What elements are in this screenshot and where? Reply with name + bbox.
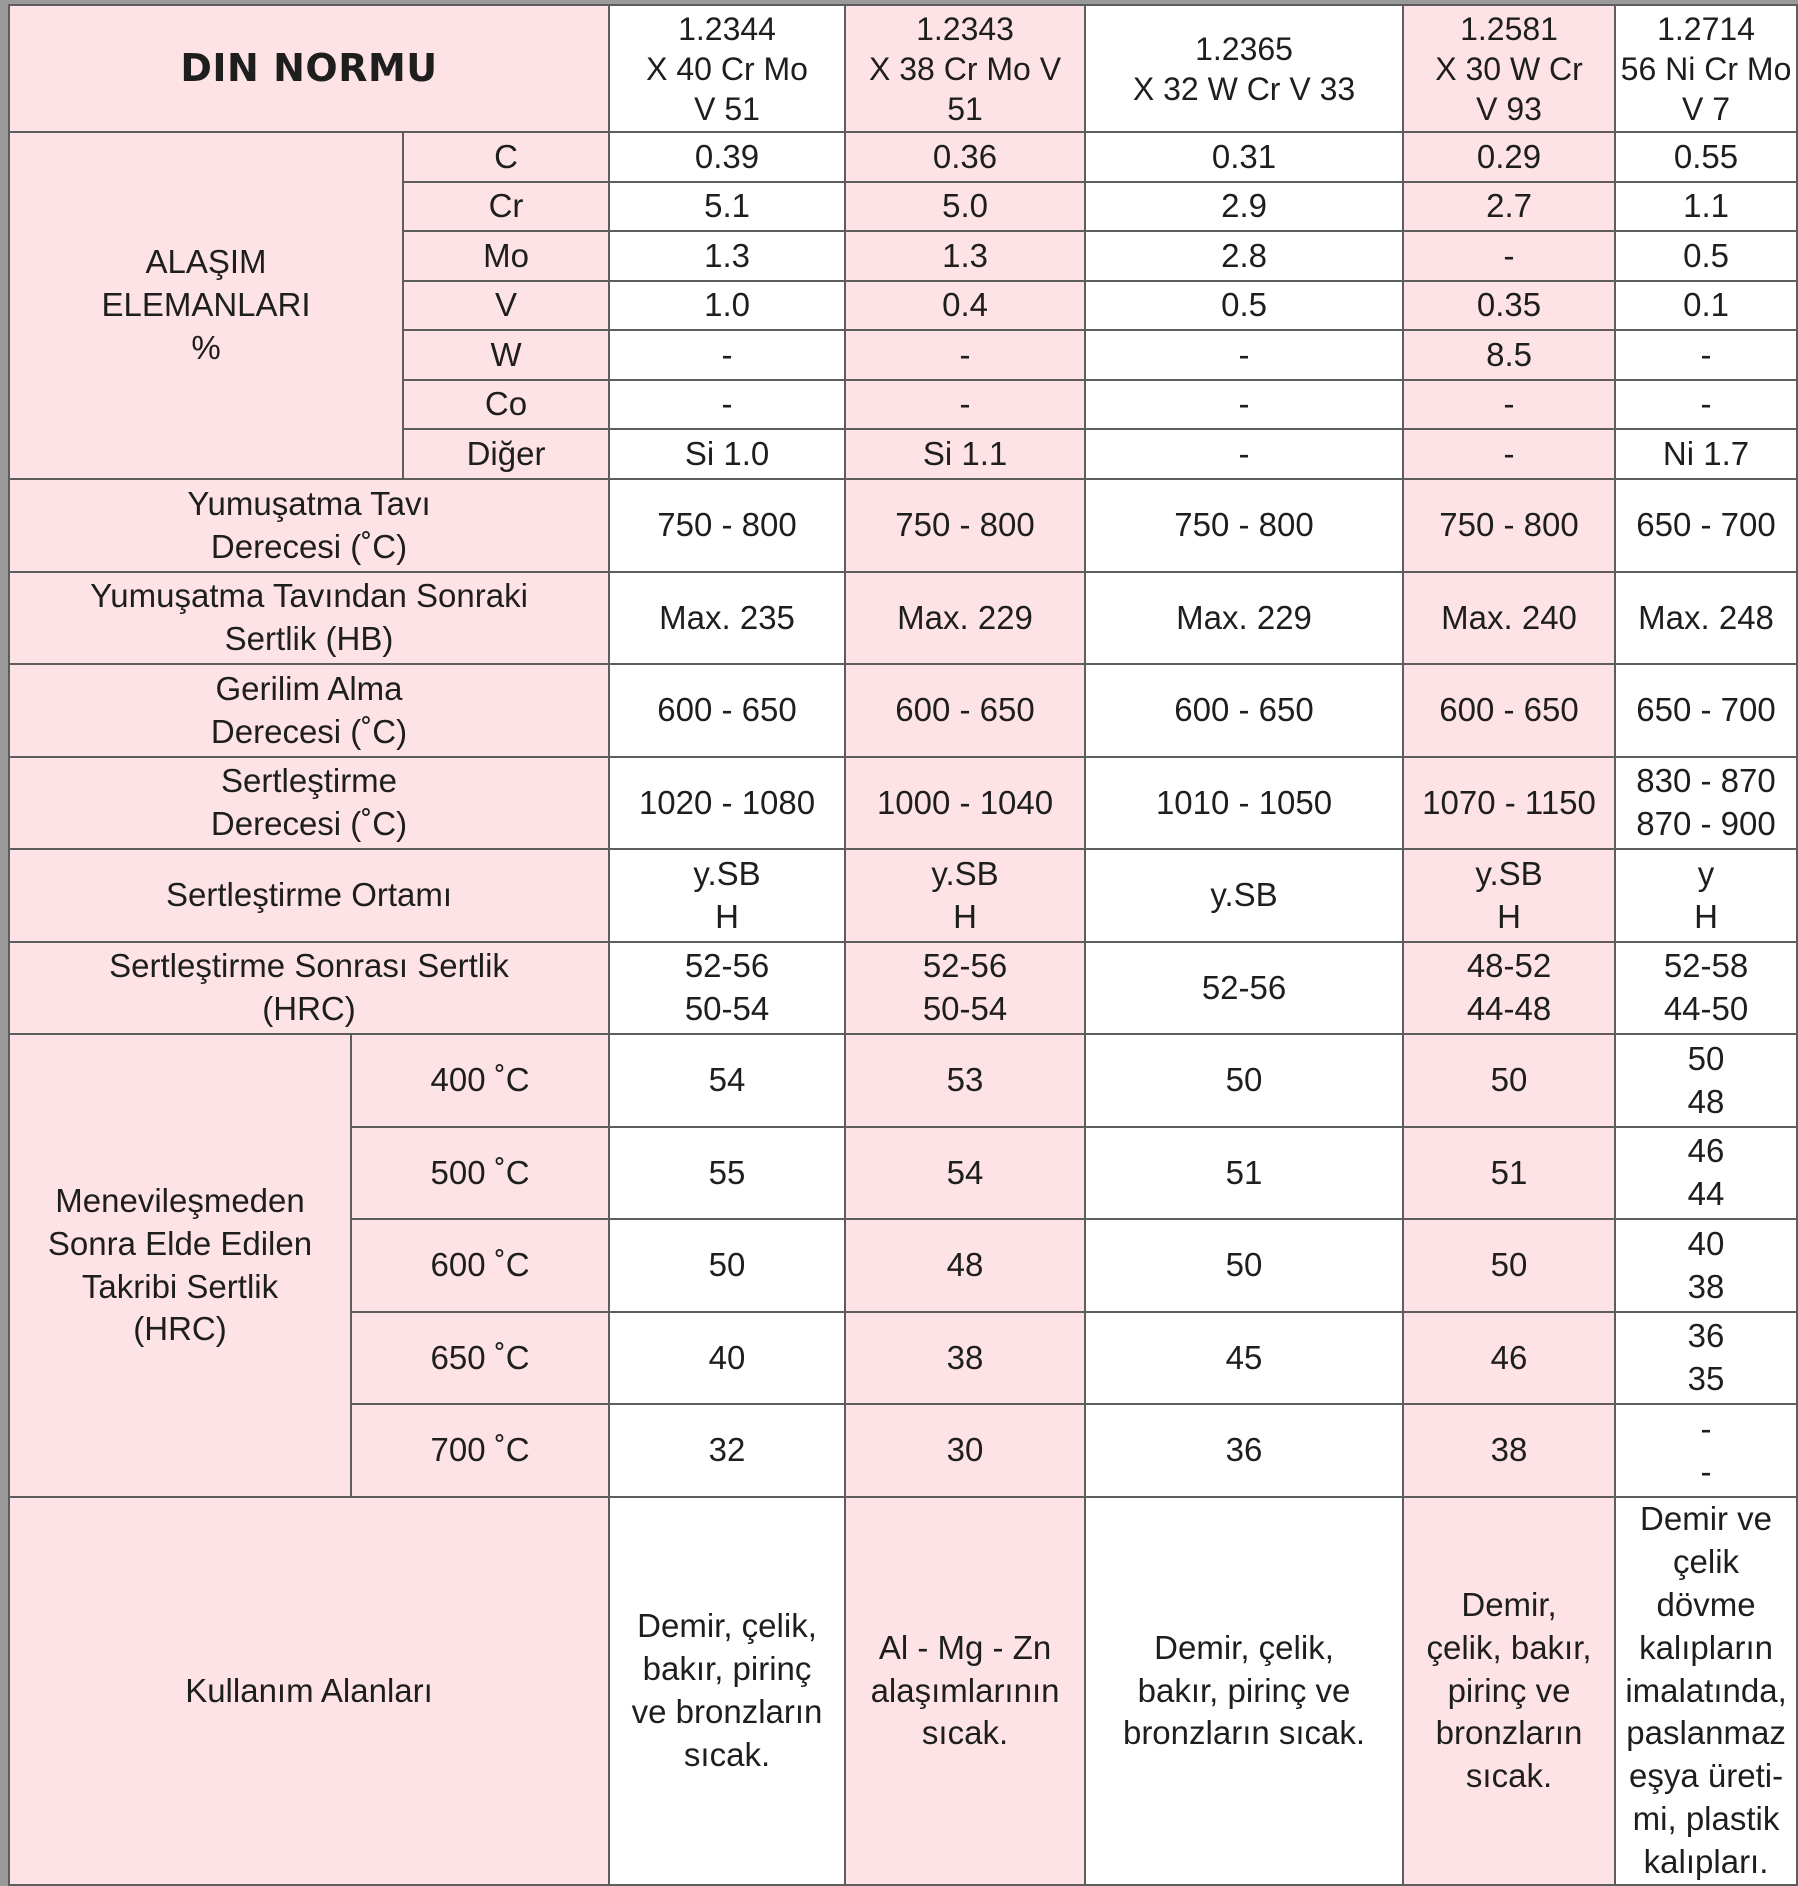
temper-temp-label: 600 ˚C [351,1219,609,1312]
temper-value: 40 38 [1615,1219,1797,1312]
temper-temp-label: 400 ˚C [351,1034,609,1127]
prop-label: Gerilim Alma Derecesi (˚C) [9,664,609,757]
alloy-value: 0.55 [1615,132,1797,182]
alloy-value: Ni 1.7 [1615,429,1797,479]
usage-value: Demir, çelik, bakır, pirinç ve bronzların sıcak. [609,1497,845,1885]
element-label: Mo [403,231,609,281]
temper-group-label: Menevileşmeden Sonra Elde Edilen Takribi Sertlik (HRC) [9,1034,351,1497]
prop-value: 750 - 800 [845,479,1085,572]
alloy-value: - [1085,330,1403,380]
element-label: Cr [403,182,609,231]
prop-value: 52-58 44-50 [1615,942,1797,1034]
steel-properties-table [8,4,1798,1886]
prop-value: 600 - 650 [1085,664,1403,757]
alloy-value: 1.3 [609,231,845,281]
prop-value: 52-56 [1085,942,1403,1034]
temper-value: 50 [1085,1034,1403,1127]
alloy-value: 0.29 [1403,132,1615,182]
temper-value: 54 [845,1127,1085,1219]
temper-value: 50 [1403,1034,1615,1127]
prop-label: Sertleştirme Ortamı [9,849,609,942]
alloy-value: 0.35 [1403,281,1615,330]
prop-value: Max. 248 [1615,572,1797,664]
header-row [9,5,1797,132]
steel-header-2: 1.2343 X 38 Cr Mo V 51 [845,5,1085,132]
prop-value: 830 - 870 870 - 900 [1615,757,1797,849]
alloy-group-label: ALAŞIM ELEMANLARI % [9,132,403,479]
temper-value: 38 [845,1312,1085,1404]
alloy-value: - [1615,330,1797,380]
temper-value: 55 [609,1127,845,1219]
temper-value: 32 [609,1404,845,1497]
prop-label: Sertleştirme Sonrası Sertlik (HRC) [9,942,609,1034]
alloy-value: - [1085,380,1403,429]
prop-row-annealed-hardness [9,572,1797,664]
alloy-value: 0.4 [845,281,1085,330]
steel-header-4: 1.2581 X 30 W Cr V 93 [1403,5,1615,132]
prop-value: 1010 - 1050 [1085,757,1403,849]
alloy-value: - [845,330,1085,380]
alloy-value: 2.7 [1403,182,1615,231]
alloy-value: 0.5 [1085,281,1403,330]
alloy-value: 0.31 [1085,132,1403,182]
alloy-value: 0.5 [1615,231,1797,281]
prop-value: y.SB H [609,849,845,942]
prop-label: Sertleştirme Derecesi (˚C) [9,757,609,849]
temper-value: 51 [1403,1127,1615,1219]
temper-value: 50 48 [1615,1034,1797,1127]
alloy-row-c [9,132,1797,182]
alloy-value: 1.3 [845,231,1085,281]
alloy-value: - [1403,231,1615,281]
alloy-value: 0.39 [609,132,845,182]
prop-value: 750 - 800 [609,479,845,572]
temper-value: 53 [845,1034,1085,1127]
steel-header-5: 1.2714 56 Ni Cr Mo V 7 [1615,5,1797,132]
temper-value: 51 [1085,1127,1403,1219]
alloy-value: 0.36 [845,132,1085,182]
steel-header-1: 1.2344 X 40 Cr Mo V 51 [609,5,845,132]
prop-value: y H [1615,849,1797,942]
temper-value: 50 [609,1219,845,1312]
temper-value: 45 [1085,1312,1403,1404]
steel-header-3: 1.2365 X 32 W Cr V 33 [1085,5,1403,132]
prop-value: Max. 229 [845,572,1085,664]
prop-value: Max. 235 [609,572,845,664]
temper-value: 50 [1403,1219,1615,1312]
temper-value: 50 [1085,1219,1403,1312]
alloy-value: - [609,330,845,380]
alloy-value: - [1615,380,1797,429]
steel-spec-sheet [8,4,1796,1881]
alloy-value: 1.1 [1615,182,1797,231]
element-label: Co [403,380,609,429]
element-label: W [403,330,609,380]
temper-value: 40 [609,1312,845,1404]
alloy-value: Si 1.1 [845,429,1085,479]
prop-value: 1070 - 1150 [1403,757,1615,849]
prop-value: 650 - 700 [1615,664,1797,757]
temper-value: 38 [1403,1404,1615,1497]
alloy-value: Si 1.0 [609,429,845,479]
temper-value: 48 [845,1219,1085,1312]
prop-value: y.SB H [845,849,1085,942]
prop-value: 600 - 650 [609,664,845,757]
prop-value: 1000 - 1040 [845,757,1085,849]
prop-value: y.SB H [1403,849,1615,942]
temper-temp-label: 700 ˚C [351,1404,609,1497]
alloy-value: 5.0 [845,182,1085,231]
prop-value: 750 - 800 [1403,479,1615,572]
alloy-value: 5.1 [609,182,845,231]
prop-value: 600 - 650 [845,664,1085,757]
prop-value: 1020 - 1080 [609,757,845,849]
prop-value: Max. 240 [1403,572,1615,664]
usage-value: Demir ve çelik dövme kalıpların imalatında, paslanmaz eşya üreti- mi, plastik kalıpları. [1615,1497,1797,1885]
usage-value: Al - Mg - Zn alaşımlarının sıcak. [845,1497,1085,1885]
prop-row-hardened-hardness [9,942,1797,1034]
alloy-value: - [1403,380,1615,429]
usage-row [9,1497,1797,1885]
usage-label: Kullanım Alanları [9,1497,609,1885]
temper-value: 36 35 [1615,1312,1797,1404]
prop-value: 650 - 700 [1615,479,1797,572]
temper-row-400 [9,1034,1797,1127]
prop-value: 52-56 50-54 [609,942,845,1034]
alloy-value: 2.8 [1085,231,1403,281]
temper-value: - - [1615,1404,1797,1497]
alloy-value: - [1403,429,1615,479]
usage-value: Demir, çelik, bakır, pirinç ve bronzların sıcak. [1085,1497,1403,1885]
temper-temp-label: 650 ˚C [351,1312,609,1404]
alloy-value: 0.1 [1615,281,1797,330]
temper-temp-label: 500 ˚C [351,1127,609,1219]
din-norm-label: DIN NORMU [9,5,609,132]
prop-row-annealing-temp [9,479,1797,572]
alloy-value: 1.0 [609,281,845,330]
prop-value: y.SB [1085,849,1403,942]
alloy-value: 8.5 [1403,330,1615,380]
temper-value: 54 [609,1034,845,1127]
element-label: V [403,281,609,330]
prop-value: 52-56 50-54 [845,942,1085,1034]
element-label: C [403,132,609,182]
prop-value: Max. 229 [1085,572,1403,664]
usage-value: Demir, çelik, bakır, pirinç ve bronzların sıcak. [1403,1497,1615,1885]
temper-value: 30 [845,1404,1085,1497]
alloy-value: - [609,380,845,429]
prop-row-hardening-temp [9,757,1797,849]
prop-row-stress-relief [9,664,1797,757]
prop-row-hardening-medium [9,849,1797,942]
prop-value: 750 - 800 [1085,479,1403,572]
prop-label: Yumuşatma Tavından Sonraki Sertlik (HB) [9,572,609,664]
element-label: Diğer [403,429,609,479]
alloy-value: - [1085,429,1403,479]
temper-value: 36 [1085,1404,1403,1497]
prop-label: Yumuşatma Tavı Derecesi (˚C) [9,479,609,572]
alloy-value: 2.9 [1085,182,1403,231]
prop-value: 48-52 44-48 [1403,942,1615,1034]
alloy-value: - [845,380,1085,429]
temper-value: 46 44 [1615,1127,1797,1219]
temper-value: 46 [1403,1312,1615,1404]
prop-value: 600 - 650 [1403,664,1615,757]
